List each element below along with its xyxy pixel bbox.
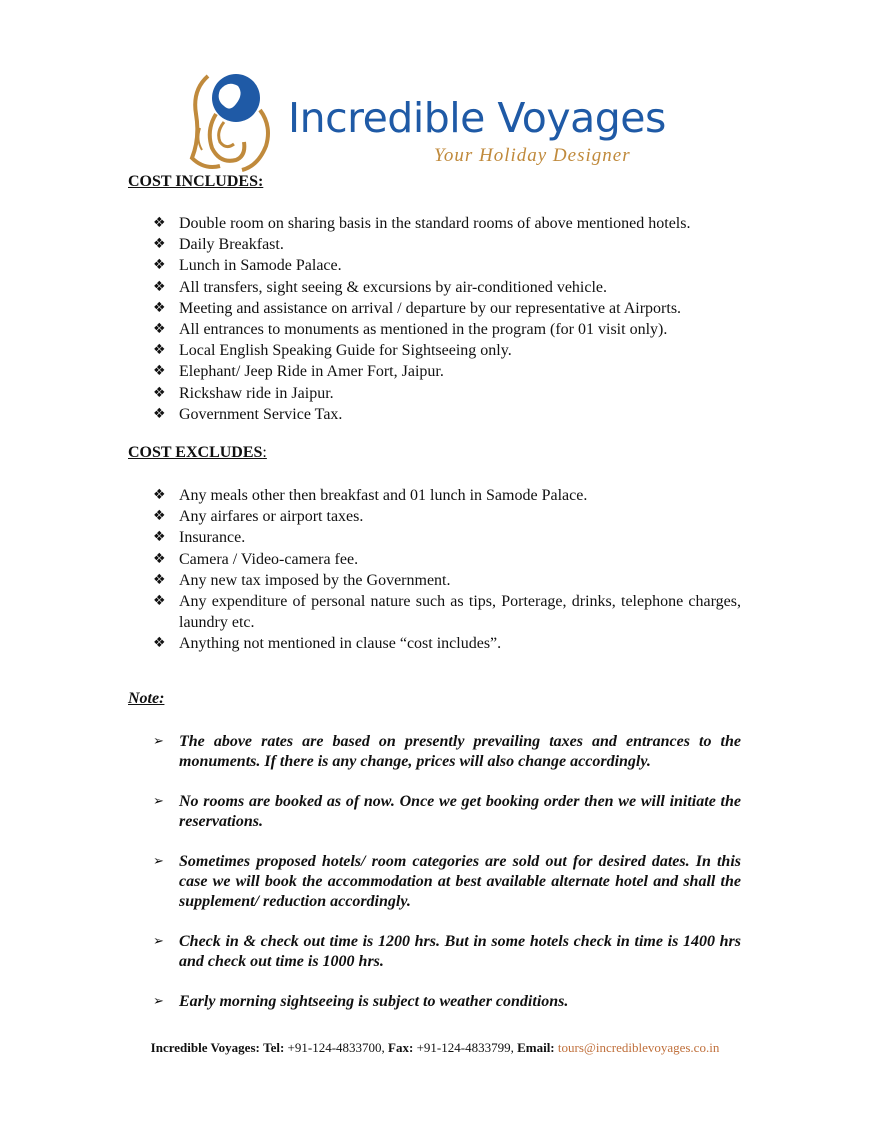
diamond-bullet-icon: ❖ (153, 215, 166, 231)
list-item: ❖ Any meals other then breakfast and 01 lunch in Samode Palace. (153, 485, 741, 506)
footer-fax: +91-124-4833799 (416, 1040, 511, 1055)
diamond-bullet-icon: ❖ (153, 635, 166, 652)
diamond-bullet-icon: ❖ (153, 363, 166, 380)
note-list (153, 732, 741, 1032)
diamond-bullet-icon: ❖ (153, 508, 166, 525)
note-item: ➢ Early morning sightseeing is subject to weather conditions. (153, 993, 569, 1010)
diamond-bullet-icon: ❖ (153, 593, 166, 610)
list-item: ❖ Camera / Video-camera fee. (153, 549, 741, 570)
list-item: ❖ Insurance. (153, 527, 741, 548)
list-item: ❖ Elephant/ Jeep Ride in Amer Fort, Jaipur. (153, 361, 741, 382)
diamond-bullet-icon: ❖ (153, 529, 166, 546)
arrow-bullet-icon: ➢ (153, 734, 164, 749)
footer-email-link[interactable]: tours@incrediblevoyages.co.in (557, 1040, 720, 1055)
arrow-bullet-icon: ➢ (153, 934, 164, 949)
arrow-bullet-icon: ➢ (153, 994, 164, 1009)
diamond-bullet-icon: ❖ (153, 321, 166, 338)
list-item: ❖ Government Service Tax. (153, 404, 741, 425)
diamond-bullet-icon: ❖ (153, 278, 166, 295)
footer-company-label: Incredible Voyages: (150, 1040, 260, 1055)
cost-includes-list (153, 213, 741, 425)
list-item: ❖ Any expenditure of personal nature such as tips, Porterage, drinks, telephone charges, laundry etc. (153, 593, 741, 632)
diamond-bullet-icon: ❖ (153, 236, 166, 253)
cost-excludes-heading (128, 444, 267, 462)
note-item: ➢ Check in & check out time is 1200 hrs. But in some hotels check in time is 1400 hrs and check out time is 1000 hrs. (153, 933, 741, 970)
cost-excludes-colon: : (262, 444, 267, 461)
list-item: ❖ Anything not mentioned in clause “cost includes”. (153, 633, 741, 654)
footer-tel: +91-124-4833700 (287, 1040, 382, 1055)
diamond-bullet-icon: ❖ (153, 571, 166, 588)
footer-tel-label: Tel: (263, 1040, 285, 1055)
diamond-bullet-icon: ❖ (153, 257, 166, 274)
logo-company-name: Incredible Voyages (288, 94, 666, 142)
diamond-bullet-icon: ❖ (153, 384, 166, 401)
footer-separator: , (510, 1040, 518, 1055)
list-item: ❖ All transfers, sight seeing & excursions by air-conditioned vehicle. (153, 277, 741, 298)
cost-excludes-list (153, 485, 741, 655)
logo-tagline: Your Holiday Designer (434, 145, 631, 166)
cost-excludes-title: COST EXCLUDES (128, 444, 263, 461)
footer-separator: , (381, 1040, 389, 1055)
diamond-bullet-icon: ❖ (153, 550, 166, 567)
list-item: ❖ Double room on sharing basis in the standard rooms of above mentioned hotels. (153, 213, 741, 234)
footer-fax-label: Fax: (388, 1040, 414, 1055)
page-footer (0, 1040, 870, 1056)
logo-emblem-icon (186, 70, 278, 174)
note-item: ➢ Sometimes proposed hotels/ room categories are sold out for desired dates. In this case we will book the accommodation at best available alternate hotel and shall the supplement/ reduction accordingly. (153, 853, 741, 910)
note-item: ➢ The above rates are based on presently prevailing taxes and entrances to the monuments. If there is any change, prices will also change accordingly. (153, 733, 741, 770)
diamond-bullet-icon: ❖ (153, 342, 166, 359)
list-item: ❖ Daily Breakfast. (153, 234, 741, 255)
company-logo (186, 70, 686, 176)
diamond-bullet-icon: ❖ (153, 299, 166, 316)
note-heading: Note: (128, 690, 165, 707)
list-item: ❖ Any airfares or airport taxes. (153, 506, 741, 527)
list-item: ❖ Rickshaw ride in Jaipur. (153, 383, 741, 404)
list-item: ❖ Meeting and assistance on arrival / departure by our representative at Airports. (153, 298, 741, 319)
note-item: ➢ No rooms are booked as of now. Once we get booking order then we will initiate the reservations. (153, 793, 741, 830)
cost-includes-title: COST INCLUDES (128, 173, 258, 190)
list-item: ❖ All entrances to monuments as mentioned in the program (for 01 visit only). (153, 319, 741, 340)
diamond-bullet-icon: ❖ (153, 487, 166, 503)
footer-email-label: Email: (517, 1040, 555, 1055)
list-item: ❖ Local English Speaking Guide for Sightseeing only. (153, 340, 741, 361)
arrow-bullet-icon: ➢ (153, 794, 164, 809)
cost-includes-colon: : (257, 173, 264, 190)
diamond-bullet-icon: ❖ (153, 405, 166, 422)
list-item: ❖ Any new tax imposed by the Government. (153, 570, 741, 591)
cost-includes-heading (128, 173, 263, 191)
arrow-bullet-icon: ➢ (153, 854, 164, 869)
list-item: ❖ Lunch in Samode Palace. (153, 255, 741, 276)
